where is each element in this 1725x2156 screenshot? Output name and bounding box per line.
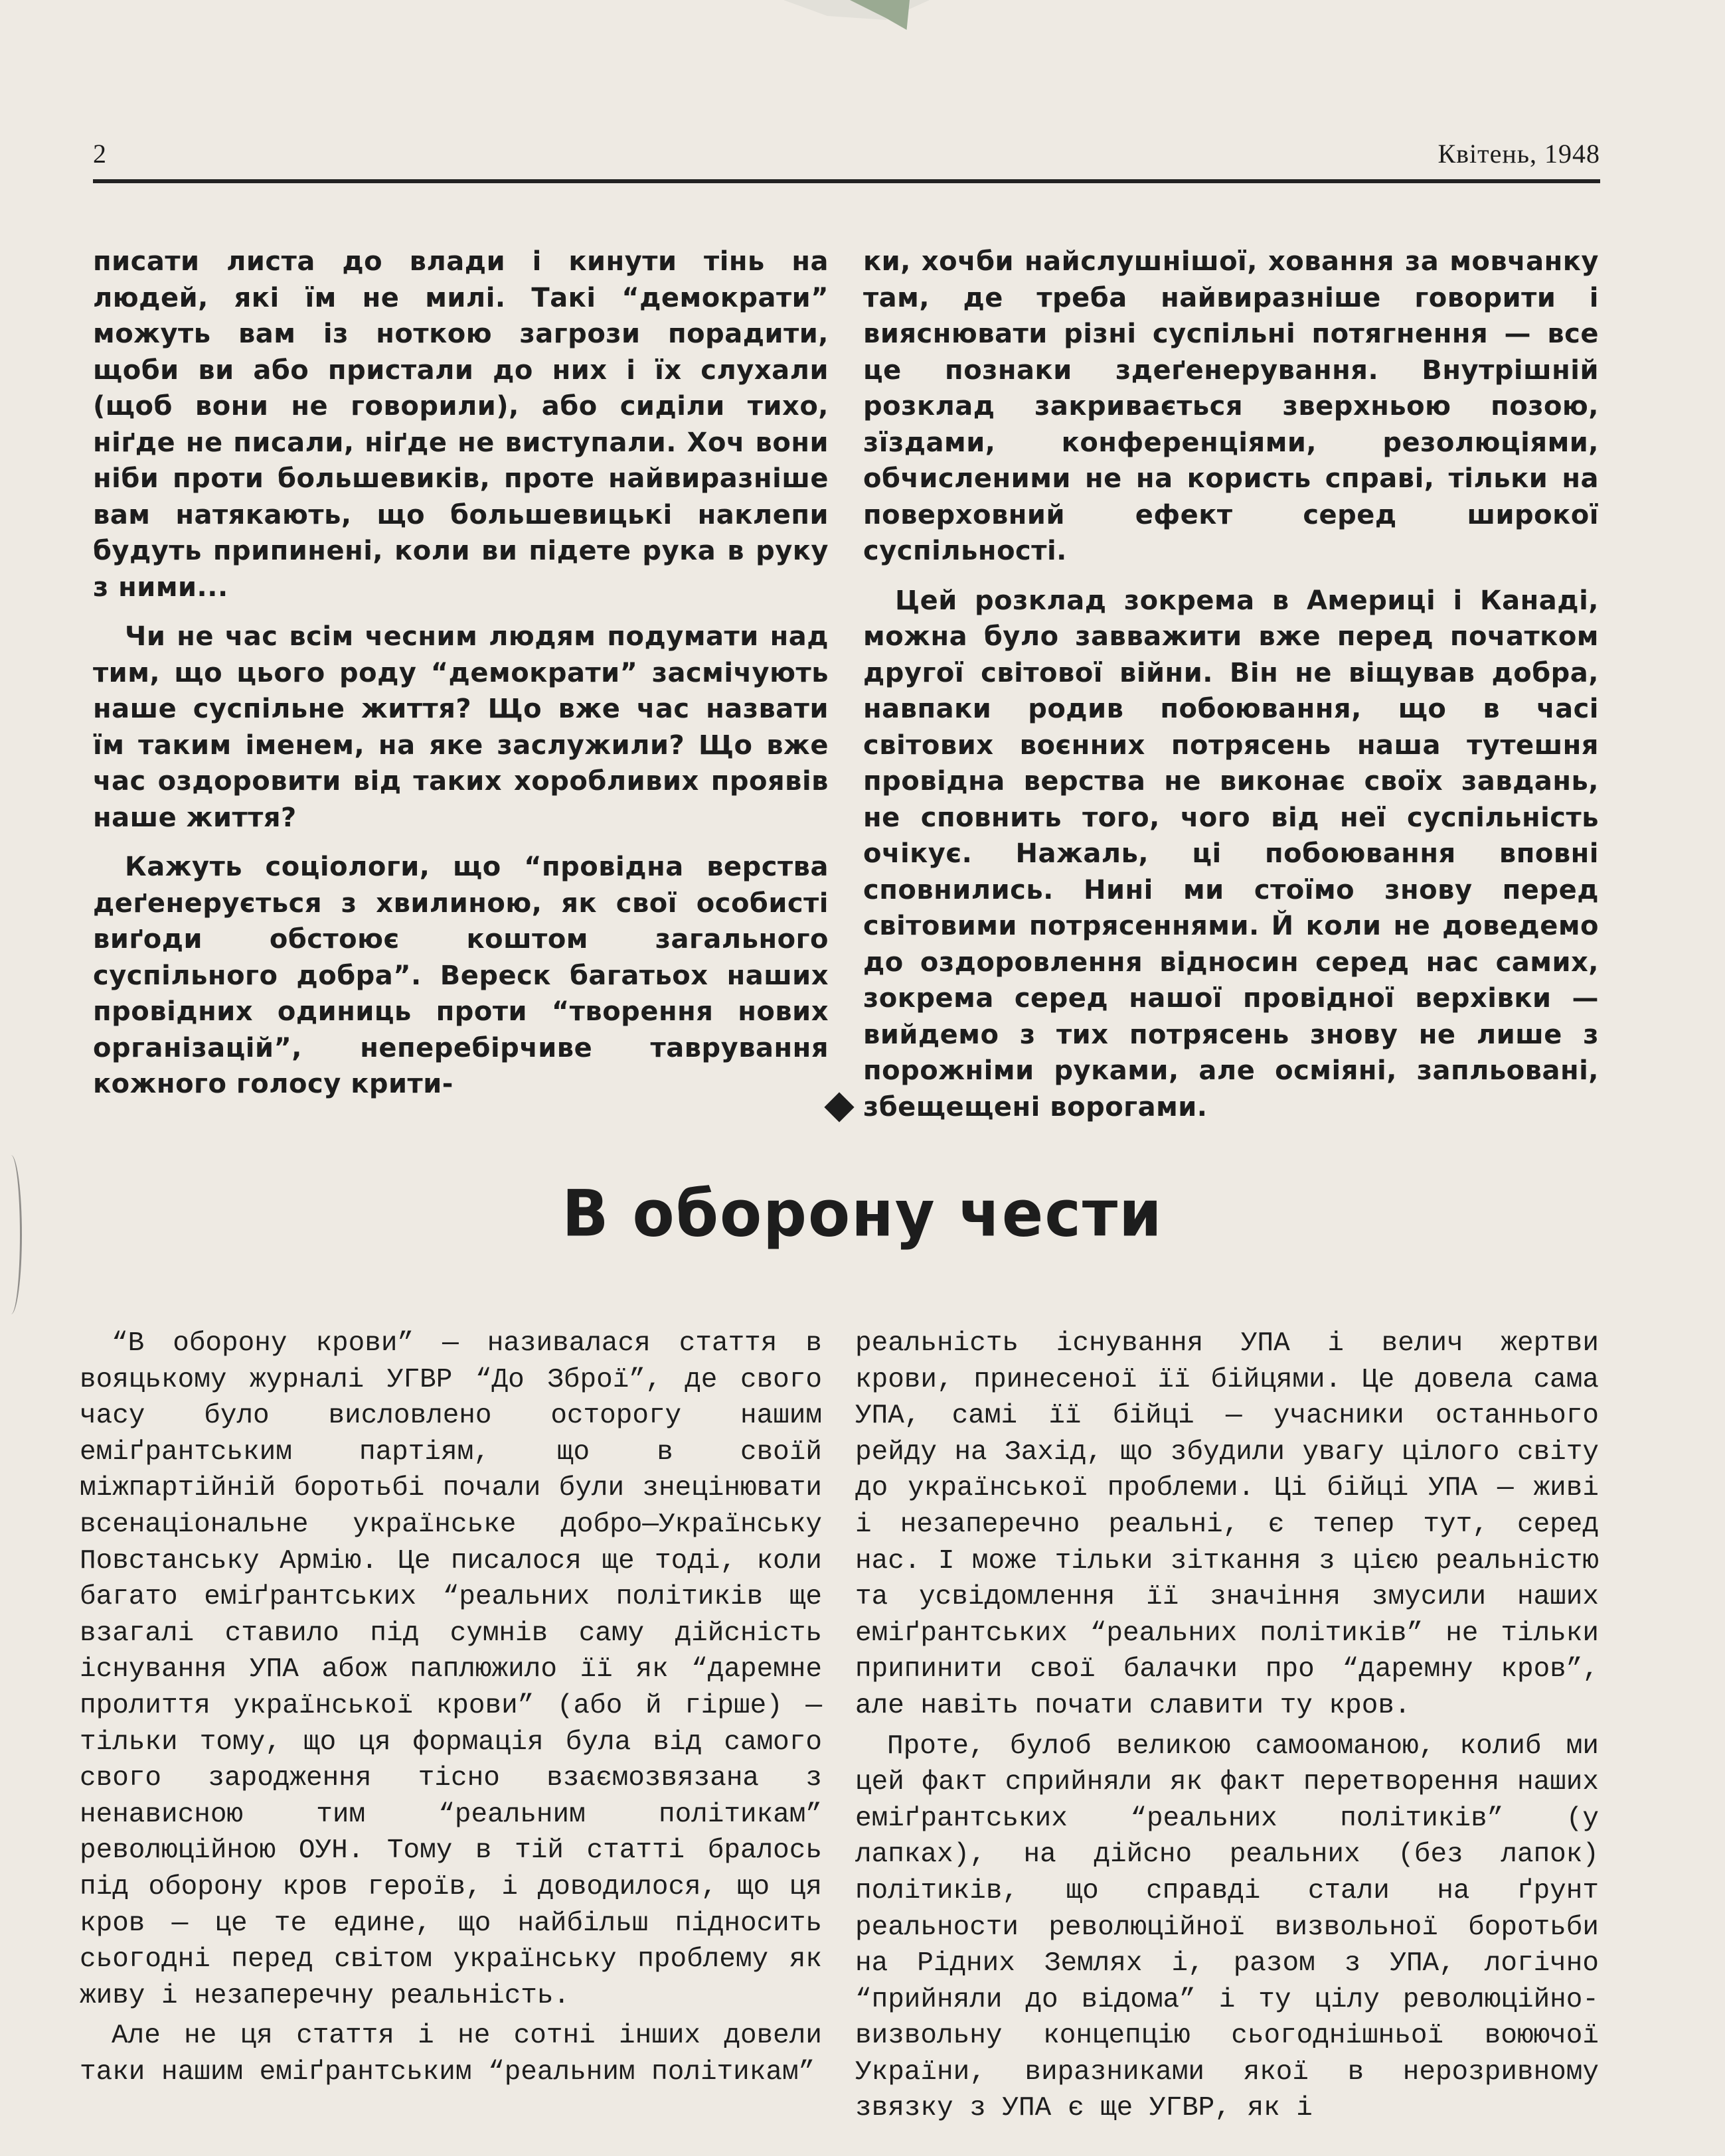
article-right-column bbox=[855, 1326, 1599, 2131]
article-left-paragraph: “В оборону крови” — називалася стаття в вояцькому журналі УГВР “До Зброї”, де свого часу було висловлено осторогу нашим еміґрантським партіям, що в своїй міжпартійній боротьбі почали були знецінювати всенаціональне українське добро—Українську Повстанську Армію. Це писалося ще тоді, коли багато еміґрантських “реальних політиків ще взагалі ставило під сумнів саму дійсність існування УПА абож паплюжило її як “даремне пролиття української крови” (або й гірше) — тільки тому, що ця формація була від самого свого зародження тісно взаємозвязана з ненависною тим “реальним політикам” революційною ОУН. Тому в тій статті бралось під оборону кров героїв, і доводилося, що ця кров — це те едине, що найбільш підносить сьогодні перед світом українську проблему як живу і незаперечну реальність. bbox=[80, 1328, 822, 2011]
top-right-paragraph: Цей розклад зокрема в Америці і Канаді, можна було завважити вже перед початком другої світової війни. Він не віщував добра, навпаки родив побоювання, що в часі світових воєнних потрясень наша тутешня провідна верства не виконає своїх завдань, не сповнить того, чого від неї суспільність очікує. Нажаль, ці побоювання вповні сповнились. Нині ми стоїмо знову перед світовими потрясеннями. Й коли не доведемо до оздоровлення відносин серед нас самих, зокрема серед нашої провідної верхівки — вийдемо з тих потрясень знову не лише з порожніми руками, але осміяні, запльовані, збещещені ворогами. bbox=[863, 585, 1599, 1122]
issue-date: Квітень, 1948 bbox=[1438, 139, 1600, 169]
top-right-paragraph: ки, хочби найслушнішої, ховання за мовчанку там, де треба найвиразніше говорити і вияснювати різні суспільні потягнення — все це познаки здеґенерування. Внутрішній розклад закривається зверхньою позою, зїздами, конференціями, резолюціями, обчисленими не на користь справі, тільки на поверховний ефект серед широкої суспільності. bbox=[863, 246, 1599, 566]
article-right-paragraph: Проте, булоб великою самооманою, колиб ми цей факт сприйняли як факт перетворення наших еміґрантських “реальних політиків” (у лапках), на дійсно реальних (без лапок) політиків, що справді стали на ґрунт реальности революційної визвольної боротьби на Рідних Землях і, разом з УПА, логічно “прийняли до відома” і ту цілу революційно-визвольну концепцію сьогоднішньої воюючої України, виразниками якої в нерозривному звязку з УПА є ще УГВР, як і bbox=[855, 1731, 1599, 2124]
page-number: 2 bbox=[93, 139, 107, 169]
top-left-column bbox=[93, 244, 829, 1116]
top-left-paragraph: Чи не час всім чесним людям подумати над тим, що цього роду “демократи” засмічують наше суспільне життя? Що вже час назвати їм таким іменем, на яке заслужили? Що вже час оздоровити від таких хоробливих проявів наше життя? bbox=[93, 621, 829, 833]
article-right-paragraph: реальність існування УПА і велич жертви крови, принесеної її бійцями. Це довела сама УПА, самі її бійці — учасники останнього рейду на Захід, що збудили увагу цілого світу до української проблеми. Ці бійці УПА — живі і незаперечно реальні, є тепер тут, серед нас. І може тільки зіткання з цією реальністю та усвідомлення її значіння змусили наших еміґрантських “реальних політиків” не тільки припинити свої балачки про “даремну кров”, але навіть почати славити ту кров. bbox=[855, 1328, 1599, 1721]
header-rule bbox=[93, 179, 1600, 183]
top-left-paragraph: писати листа до влади і кинути тінь на людей, які їм не милі. Такі “демократи” можуть вам із ноткою загрози порадити, щоби ви або пристали до них і їх слухали (щоб вони не говорили), або сиділи тихо, ніґде не писали, ніґде не виступали. Хоч вони ніби проти большевиків, проте найвиразніше вам натякають, що большевицькі наклепи будуть припинені, коли ви підете рука в руку з ними... bbox=[93, 246, 829, 603]
article-title: В оборону чести bbox=[562, 1176, 1163, 1251]
top-right-column bbox=[863, 244, 1599, 1138]
article-left-column bbox=[80, 1326, 822, 2094]
diamond-ornament-icon bbox=[824, 1092, 854, 1122]
article-left-paragraph: Але не ця стаття і не сотні інших довели таки нашим еміґрантським “реальним політикам” bbox=[80, 2021, 822, 2088]
top-left-paragraph: Кажуть соціологи, що “провідна верства деґенерується з хвилиною, як свої особисті виґоди обстоює коштом загального суспільного добра”. Вереск багатьох наших провідних одиниць проти “творення нових організацій”, неперебірчиве таврування кожного голосу крити- bbox=[93, 852, 829, 1099]
